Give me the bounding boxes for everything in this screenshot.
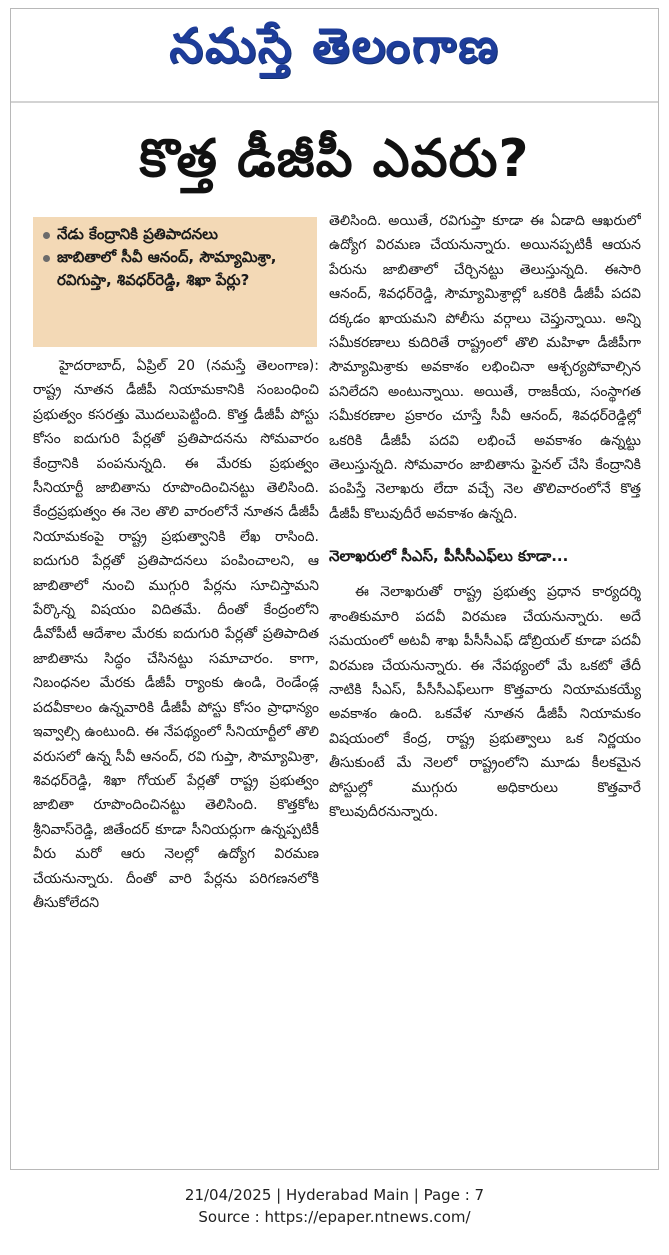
article-body-right-2: ఈ నెలాఖరుతో రాష్ట్ర ప్రభుత్వ ప్రధాన కార్యదర్శి శాంతికుమారి పదవీ విరమణ చేయనున్నారు. అదే సమయంలో అటవీ శాఖ పీసీసీఎఫ్ డోబ్రియల్ కూడా పదవీ విరమణ చేయనున్నారు. ఈ నేపథ్యంలో మే ఒకటో తేదీ నాటికి సీఎస్, పీసీసీఎఫ్‌లుగా కొత్తవారు నియామకయ్యే అవకాశం ఉంది. ఒకవేళ నూతన డీజీపీ నియామకం విషయంలో కేంద్ర, రాష్ట్ర ప్రభుత్వాలు ఒక నిర్ణయం తీసుకుంటే మే నెలలో రాష్ట్రంలోని మూడు కీలకమైన పోస్టుల్లో ముగ్గురు అధికారులు కొత్తవారే కొలువుదీరనున్నారు. [329, 584, 641, 820]
bullet-icon [43, 255, 50, 262]
highlights-box [33, 217, 317, 347]
article-column-right [329, 209, 641, 1159]
highlight-text: నేడు కేంద్రానికి ప్రతిపాదనలు [57, 225, 219, 243]
sub-heading: నెలాఖరులో సీఎస్, పీసీసీఎఫ్‌లు కూడా... [329, 547, 569, 566]
page-footer [0, 1184, 669, 1228]
article-headline: కొత్త డీజీపీ ఎవరు? [139, 129, 530, 189]
masthead-title: నమస్తే తెలంగాణ [169, 18, 500, 74]
article-column-left [33, 354, 319, 1154]
article-paragraph [33, 354, 319, 915]
footer-edition-info: 21/04/2025 | Hyderabad Main | Page : 7 [184, 1186, 485, 1204]
dateline: హైదరాబాద్, ఏప్రిల్ 20 (నమస్తే తెలంగాణ): [59, 358, 319, 374]
footer-source-link[interactable]: Source : https://epaper.ntnews.com/ [198, 1208, 471, 1226]
masthead [11, 9, 658, 95]
bullet-icon [43, 232, 50, 239]
highlight-item [41, 223, 311, 246]
masthead-divider [11, 101, 658, 103]
highlight-text: జాబితాలో సీవీ ఆనంద్, సౌమ్యామిశ్రా, రవిగుప్తా, శివధర్‌రెడ్డి, శిఖా పేర్లు? [57, 248, 277, 289]
article-body-right: తెలిసింది. అయితే, రవిగుప్తా కూడా ఈ ఏడాది ఆఖరులో ఉద్యోగ విరమణ చేయనున్నారు. అయినప్పటికీ ఆయన పేరును జాబితాలో చేర్చినట్టు తెలుస్తున్నది. ఈసారి ఆనంద్, శివధర్‌రెడ్డి, సౌమ్యామిశ్రాల్లో ఒకరికి డీజీపీ పదవి దక్కడం ఖాయమని పోలీసు వర్గాలు చెప్తున్నాయి. అన్ని సమీకరణాలు కుదిరితే రాష్ట్రంలో తొలి మహిళా డీజీపీగా సౌమ్యామిశ్రాకు అవకాశం లభించినా ఆశ్చర్యపోవాల్సిన పనిలేదని అంటున్నాయి. అయితే, రాజకీయ, సంస్థాగత సమీకరణాల ప్రకారం చూస్తే సీవీ ఆనంద్, శివధర్‌రెడ్డిల్లో ఒకరికి డీజీపీ పదవి లభించే అవకాశం ఉన్నట్టు తెలుస్తున్నది. సోమవారం జాబితాను ఫైనల్ చేసి కేంద్రానికి పంపిస్తే నెలాఖరు లేదా వచ్చే నెల తొలివారంలోనే కొత్త డీజీపీ కొలువుదీరే అవకాశం ఉన్నది. [329, 213, 641, 522]
highlights-list [41, 223, 311, 292]
highlight-item [41, 246, 311, 292]
newspaper-clipping [10, 8, 659, 1170]
article-body-left: రాష్ట్ర నూతన డీజీపీ నియామకానికి సంబంధించి ప్రభుత్వం కసరత్తు మొదలుపెట్టింది. కొత్త డీజీపీ పోస్టు కోసం ఐదుగురి పేర్లతో ప్రతిపాదనను సోమవారం కేంద్రానికి పంపనున్నది. ఈ మేరకు ప్రభుత్వం సీనియార్టీ జాబితాను రూపొందించినట్టు తెలిసింది. కేంద్రప్రభుత్వం ఈ నెల తొలి వారంలోనే నూతన డీజీపీ నియామకంపై రాష్ట్ర ప్రభుత్వానికి లేఖ రాసింది. ఐదుగురి పేర్లతో ప్రతిపాదనలు పంపించాలని, ఆ జాబితాలో నుంచి ముగ్గురి పేర్లను సూచిస్తామని పేర్కొన్న విషయం విదితమే. దీంతో కేంద్రంలోని డీవోపీటీ ఆదేశాల మేరకు ఐదుగురి పేర్లతో ప్రతిపాదిత జాబితాను సిద్ధం చేసినట్టు సమాచారం. కాగా, నిబంధనల మేరకు డీజీపీ ర్యాంకు ఉండి, రెండేండ్ల పదవీకాలం ఉన్నవారికి డీజీపీ పోస్టు కోసం ప్రాధాన్యం ఇవ్వాల్సి ఉంటుంది. ఈ నేపథ్యంలో సీనియార్టీలో తొలి వరుసలో ఉన్న సీవీ ఆనంద్, రవి గుప్తా, సౌమ్యామిశ్రా, శివధర్‌రెడ్డి, శిఖా గోయల్ పేర్లతో రాష్ట్ర ప్రభుత్వం జాబితా రూపొందించినట్టు తెలిసింది. కొత్తకోట శ్రీనివాస్‌రెడ్డి, జితేందర్ కూడా సీనియర్లుగా ఉన్నప్పటికీ వీరు మరో ఆరు నెలల్లో ఉద్యోగ విరమణ చేయనున్నారు. దీంతో వారి పేర్లను పరిగణనలోకి తీసుకోలేదని [33, 382, 319, 911]
